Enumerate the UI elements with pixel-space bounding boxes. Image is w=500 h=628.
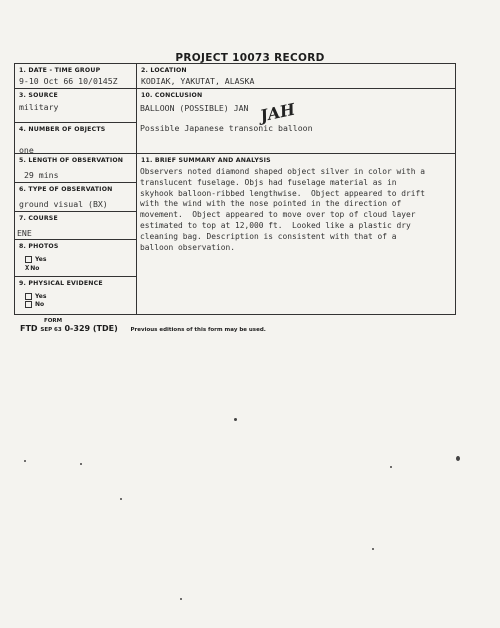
physical-evidence-yes-option[interactable]: [25, 293, 136, 301]
number-of-objects-cell: [15, 123, 136, 154]
length-of-observation-value: 29 mins: [24, 170, 59, 180]
course-cell: [15, 212, 136, 240]
record-form: [14, 63, 456, 315]
conclusion-label: 10. CONCLUSION: [141, 92, 203, 99]
form-date: SEP 63: [40, 327, 62, 333]
summary-line: cleaning bag. Description is consistent with that of a: [140, 231, 397, 241]
checkbox-icon: [25, 293, 32, 300]
physical-evidence-no-option[interactable]: [25, 301, 136, 309]
summary-line: estimated to top at 12,000 ft. Looked like a plastic dry: [140, 220, 411, 230]
scan-speck: [456, 456, 460, 461]
date-time-group-label: 1. DATE - TIME GROUP: [19, 67, 101, 74]
form-id: FTD: [20, 324, 38, 333]
source-value: military: [19, 102, 59, 112]
summary-line: balloon observation.: [140, 242, 236, 252]
form-word: FORM: [44, 318, 63, 324]
photos-yes-option[interactable]: [25, 256, 136, 264]
photos-options: [25, 256, 136, 273]
scan-speck: [180, 598, 182, 600]
photos-no-option[interactable]: [25, 264, 136, 273]
conclusion-cell: [137, 89, 455, 154]
length-of-observation-label: 5. LENGTH OF OBSERVATION: [19, 157, 124, 164]
summary-line: with the wind with the nose pointed in the direction of: [140, 199, 402, 209]
scan-speck: [372, 548, 374, 550]
summary-line: translucent fuselage. Objs had fuselage material as in: [140, 177, 397, 187]
photos-yes-label: Yes: [35, 256, 47, 263]
form-number: 0-329 (TDE): [64, 324, 118, 333]
photos-no-label: No: [30, 265, 40, 272]
summary-label: 11. BRIEF SUMMARY AND ANALYSIS: [141, 157, 271, 164]
photos-label: 8. PHOTOS: [19, 243, 59, 250]
source-cell: [15, 89, 136, 123]
source-label: 3. SOURCE: [19, 92, 58, 99]
checkbox-icon: [25, 256, 32, 263]
type-of-observation-cell: [15, 183, 136, 212]
physical-evidence-yes-label: Yes: [35, 293, 47, 300]
date-time-group-value: 9-10 Oct 66 10/0145Z: [19, 76, 118, 86]
scan-speck: [390, 466, 392, 468]
course-value: ENE: [17, 228, 32, 238]
location-label: 2. LOCATION: [141, 67, 187, 74]
checkbox-icon: [25, 301, 32, 308]
scan-speck: [80, 463, 82, 465]
location-value: KODIAK, YAKUTAT, ALASKA: [141, 76, 255, 86]
course-label: 7. COURSE: [19, 215, 58, 222]
record-title: PROJECT 10073 RECORD: [175, 52, 325, 64]
check-mark-icon: X: [25, 264, 30, 272]
number-of-objects-value: one: [19, 145, 34, 155]
conclusion-value: BALLOON (POSSIBLE) JAN: [140, 103, 249, 113]
number-of-objects-label: 4. NUMBER OF OBJECTS: [19, 126, 106, 133]
summary-text: [140, 167, 455, 253]
type-of-observation-label: 6. TYPE OF OBSERVATION: [19, 186, 113, 193]
location-cell: [137, 64, 455, 89]
physical-evidence-options: [25, 293, 136, 309]
summary-line: Observers noted diamond shaped object silver in color with a: [140, 167, 426, 176]
left-column: [15, 64, 137, 314]
summary-line: movement. Object appeared to move over top of cloud layer: [140, 210, 416, 220]
scan-speck: [234, 418, 237, 421]
previous-editions-note: Previous editions of this form may be used.: [130, 327, 266, 333]
form-id-line: [20, 324, 266, 333]
physical-evidence-no-label: No: [35, 301, 45, 308]
scan-speck: [120, 498, 122, 500]
type-of-observation-value: ground visual (BX): [19, 199, 108, 209]
physical-evidence-label: 9. PHYSICAL EVIDENCE: [19, 280, 103, 287]
date-time-group-cell: [15, 64, 136, 89]
handwritten-initials: JAH: [258, 99, 297, 126]
length-of-observation-cell: [15, 154, 136, 183]
scan-speck: [24, 460, 26, 462]
summary-cell: [137, 154, 455, 314]
possible-note-value: Possible Japanese transonic balloon: [140, 123, 313, 133]
right-column: [137, 64, 455, 314]
summary-line: skyhook balloon-ribbed lengthwise. Object appeared to drift: [140, 188, 426, 198]
photos-cell: [15, 240, 136, 277]
physical-evidence-cell: [15, 277, 136, 314]
